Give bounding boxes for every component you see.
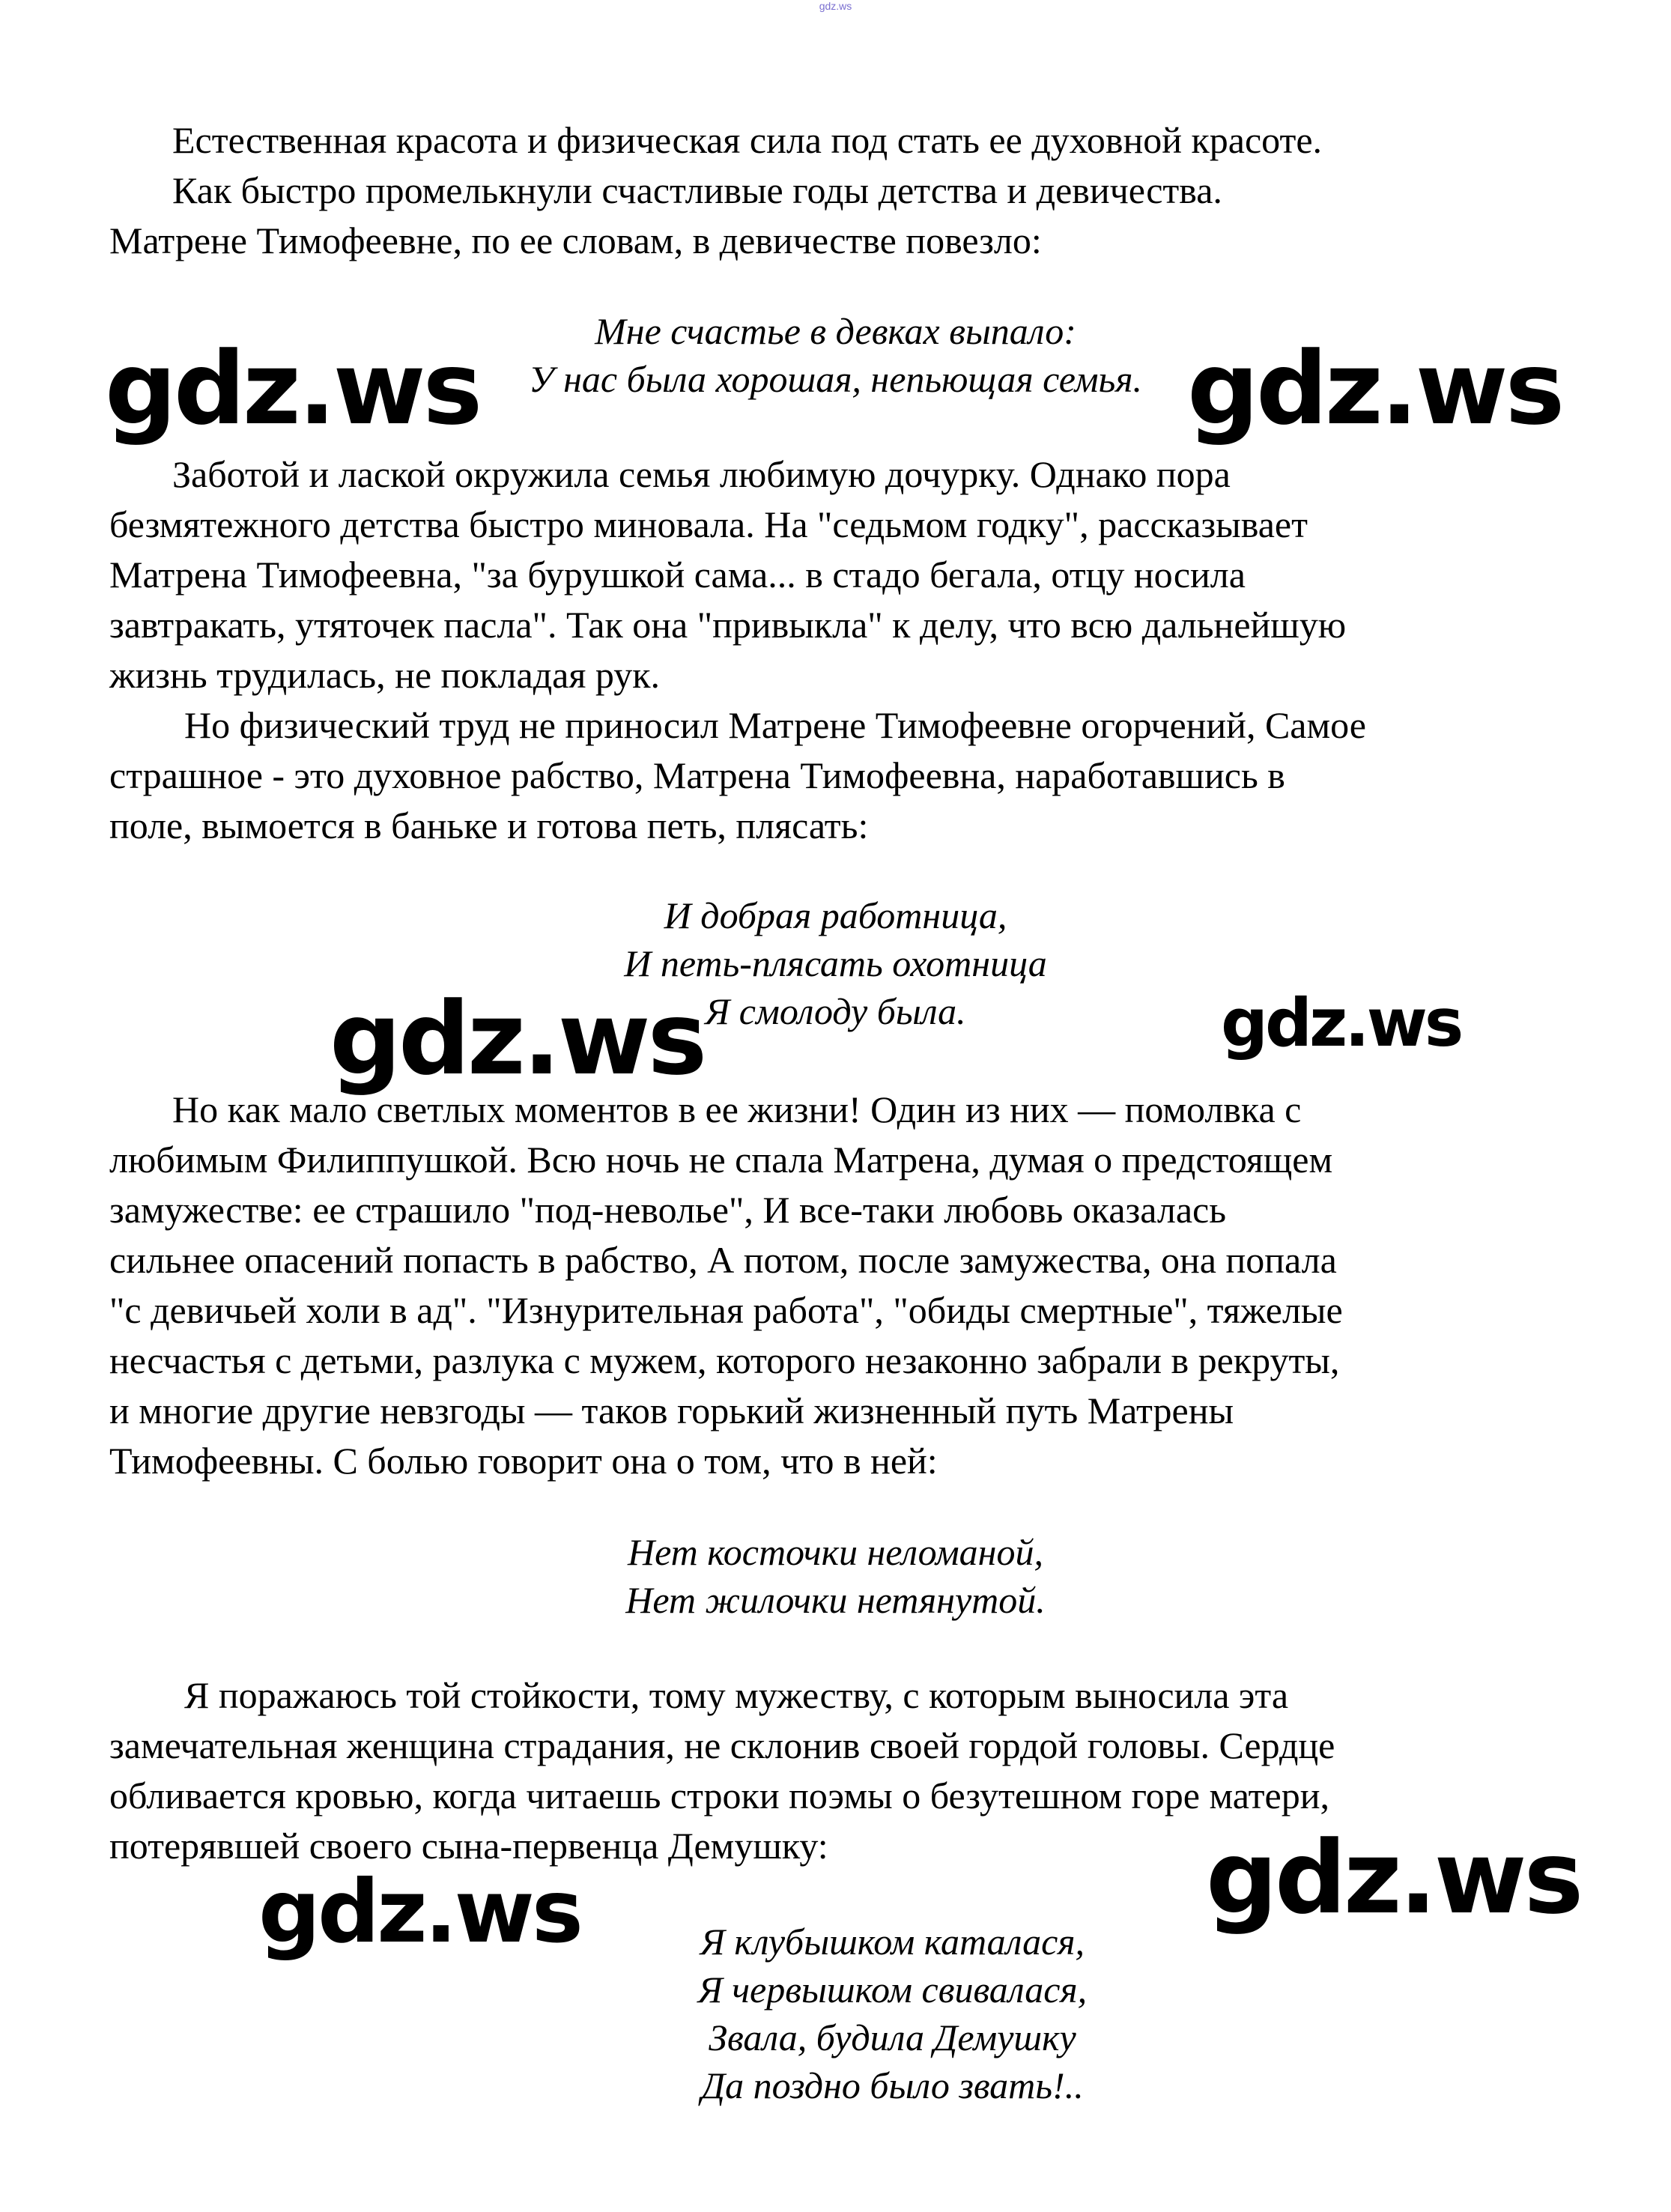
verse-line: Я клубышком каталася, [700,1921,1085,1963]
text-line: замечательная женщина страдания, не склонив своей гордой головы. Сердце [109,1724,1335,1766]
text-line: Матрена Тимофеевна, "за бурушкой сама... в стадо бегала, отцу носила [109,554,1246,596]
text-line: "с девичьей холи в ад". "Изнурительная работа", "обиды смертные", тяжелые [109,1289,1343,1331]
text-line: поле, вымоется в баньке и готова петь, плясать: [109,804,869,846]
text-line: безмятежного детства быстро миновала. На "седьмом годку", рассказывает [109,503,1308,545]
watermark-logo: gdz.ws [330,981,705,1097]
verse-3 [0,1528,1671,1624]
paragraph-3 [109,700,1577,851]
watermark-logo: gdz.ws [1187,330,1562,447]
text-line: Тимофеевны. С болью говорит она о том, что в ней: [109,1440,938,1482]
text-line: Естественная красота и физическая сила под стать ее духовной красоте. [172,119,1323,161]
text-line: потерявшей своего сына-первенца Демушку: [109,1825,828,1867]
paragraph-2 [109,449,1577,700]
verse-line: Звала, будила Демушку [709,2016,1076,2058]
verse-line: Нет косточки неломаной, [628,1531,1043,1573]
text-line: Матрене Тимофеевне, по ее словам, в девичестве повезло: [109,219,1042,261]
paragraph-4 [109,1085,1577,1486]
text-line: Но физический труд не приносил Матрене Тимофеевне огорчений, Самое [184,704,1366,746]
text-line: завтракать, утяточек пасла". Так она "привыкла" к делу, что всю дальнейшую [109,604,1347,646]
text-line: Я поражаюсь той стойкости, тому мужеству, с которым выносила эта [184,1674,1289,1716]
text-line: замужестве: ее страшило "под-неволье", И все-таки любовь оказалась [109,1189,1227,1231]
text-line: Как быстро промелькнули счастливые годы детства и девичества. [172,169,1222,211]
text-line: любимым Филиппушкой. Всю ночь не спала Матрена, думая о предстоящем [109,1139,1333,1181]
verse-line: Я смолоду была. [705,990,966,1032]
text-line: сильнее опасений попасть в рабство, А потом, после замужества, она попала [109,1239,1337,1281]
text-line: обливается кровью, когда читаешь строки поэмы о безутешном горе матери, [109,1775,1329,1816]
text-line: и многие другие невзгоды — таков горький жизненный путь Матрены [109,1390,1234,1431]
verse-line: Мне счастье в девках выпало: [595,310,1076,352]
text-line: страшное - это духовное рабство, Матрена Тимофеевна, наработавшись в [109,754,1285,796]
verse-line: Да поздно было звать!.. [701,2064,1084,2106]
verse-line: Нет жилочки нетянутой. [625,1579,1046,1621]
watermark-logo: gdz.ws [1221,984,1461,1061]
watermark-logo: gdz.ws [258,1861,580,1963]
watermark-logo: gdz.ws [1206,1819,1581,1936]
verse-line: И петь-плясать охотница [624,942,1047,984]
paragraph-1 [109,115,1577,266]
text-line: Но как мало светлых моментов в ее жизни! Один из них — помолвка с [172,1088,1302,1130]
text-line: жизнь трудилась, не покладая рук. [109,654,661,696]
verse-line: У нас была хорошая, непьющая семья. [528,358,1143,400]
text-line: Заботой и лаской окружила семья любимую дочурку. Однако пора [172,453,1231,495]
verse-line: И добрая работница, [664,894,1007,936]
header-watermark: gdz.ws [819,0,852,12]
watermark-logo: gdz.ws [105,330,480,447]
verse-line: Я червышком свивалася, [697,1969,1088,2011]
text-line: несчастья с детьми, разлука с мужем, которого незаконно забрали в рекруты, [109,1339,1340,1381]
